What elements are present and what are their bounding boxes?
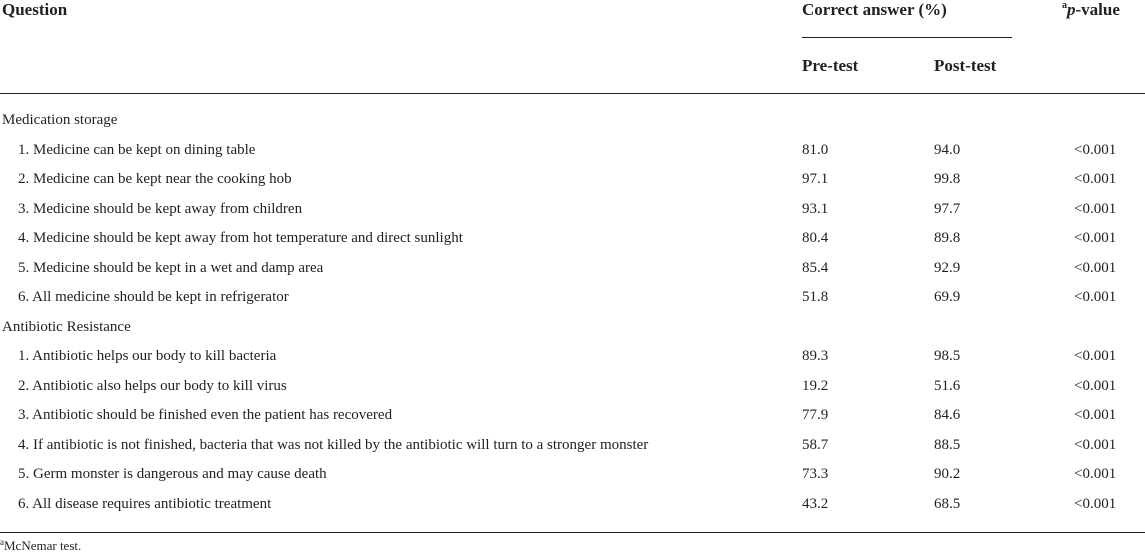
header-p-value-superscript: a <box>1062 0 1067 11</box>
p-value-cell: <0.001 <box>1074 377 1117 394</box>
p-value-cell: <0.001 <box>1074 230 1117 246</box>
post-test-cell: 94.0 <box>934 141 961 158</box>
post-test-cell: 99.8 <box>934 171 961 187</box>
question-cell: 5. Medicine should be kept in a wet and damp area <box>18 259 324 276</box>
question-cell: 1. Medicine can be kept on dining table <box>18 141 256 158</box>
header-bottom-rule <box>0 93 1145 94</box>
post-test-cell: 51.6 <box>934 377 961 394</box>
p-value-cell: <0.001 <box>1074 259 1117 276</box>
pre-test-cell: 85.4 <box>802 259 829 276</box>
pre-test-cell: 19.2 <box>802 377 829 394</box>
post-test-cell: 92.9 <box>934 259 961 276</box>
section-title: Medication storage <box>2 112 118 128</box>
question-cell: 4. Medicine should be kept away from hot temperature and direct sunlight <box>18 230 463 246</box>
p-value-cell: <0.001 <box>1074 289 1117 305</box>
pre-test-cell: 80.4 <box>802 230 829 246</box>
header-p-value-suffix: -value <box>1075 0 1120 19</box>
question-cell: 3. Antibiotic should be finished even the patient has recovered <box>18 407 393 423</box>
pre-test-cell: 89.3 <box>802 348 829 364</box>
question-cell: 6. All medicine should be kept in refrigerator <box>18 289 289 305</box>
p-value-cell: <0.001 <box>1074 171 1117 187</box>
pre-test-cell: 51.8 <box>802 289 829 305</box>
post-test-cell: 68.5 <box>934 495 961 512</box>
pre-test-cell: 97.1 <box>802 171 829 187</box>
pre-test-cell: 77.9 <box>802 407 829 423</box>
pre-test-cell: 93.1 <box>802 200 829 217</box>
post-test-cell: 89.8 <box>934 230 961 246</box>
question-cell: 2. Medicine can be kept near the cooking hob <box>18 171 292 187</box>
post-test-cell: 97.7 <box>934 200 961 217</box>
footnote-text: McNemar test. <box>4 538 82 553</box>
post-test-cell: 90.2 <box>934 466 961 482</box>
question-cell: 4. If antibiotic is not finished, bacteria that was not killed by the antibiotic will turn to a stronger monster <box>18 436 649 453</box>
p-value-cell: <0.001 <box>1074 495 1117 512</box>
post-test-cell: 69.9 <box>934 289 961 305</box>
header-p-value <box>1062 0 1120 20</box>
p-value-cell: <0.001 <box>1074 348 1117 364</box>
question-cell: 1. Antibiotic helps our body to kill bacteria <box>18 348 277 364</box>
pre-test-cell: 81.0 <box>802 141 829 158</box>
table-bottom-rule <box>0 532 1145 533</box>
p-value-cell: <0.001 <box>1074 436 1117 453</box>
header-question: Question <box>2 0 68 19</box>
footnote <box>0 538 81 554</box>
question-cell: 2. Antibiotic also helps our body to kill virus <box>18 377 287 394</box>
post-test-cell: 88.5 <box>934 436 961 453</box>
footnote-superscript: a <box>0 537 4 547</box>
section-title: Antibiotic Resistance <box>2 318 131 335</box>
p-value-cell: <0.001 <box>1074 141 1117 158</box>
header-p-italic: p <box>1067 0 1076 19</box>
pre-test-cell: 58.7 <box>802 436 829 453</box>
post-test-cell: 84.6 <box>934 407 961 423</box>
p-value-cell: <0.001 <box>1074 200 1117 217</box>
question-cell: 5. Germ monster is dangerous and may cause death <box>18 466 327 482</box>
post-test-cell: 98.5 <box>934 348 961 364</box>
header-pre-test: Pre-test <box>802 56 859 75</box>
pre-test-cell: 73.3 <box>802 466 829 482</box>
header-correct-answer: Correct answer (%) <box>802 0 947 19</box>
header-post-test: Post-test <box>934 56 997 75</box>
p-value-cell: <0.001 <box>1074 466 1117 482</box>
p-value-cell: <0.001 <box>1074 407 1117 423</box>
pre-test-cell: 43.2 <box>802 495 829 512</box>
header-subrule <box>802 37 1012 38</box>
question-cell: 6. All disease requires antibiotic treatment <box>18 495 272 512</box>
question-cell: 3. Medicine should be kept away from children <box>18 200 303 217</box>
